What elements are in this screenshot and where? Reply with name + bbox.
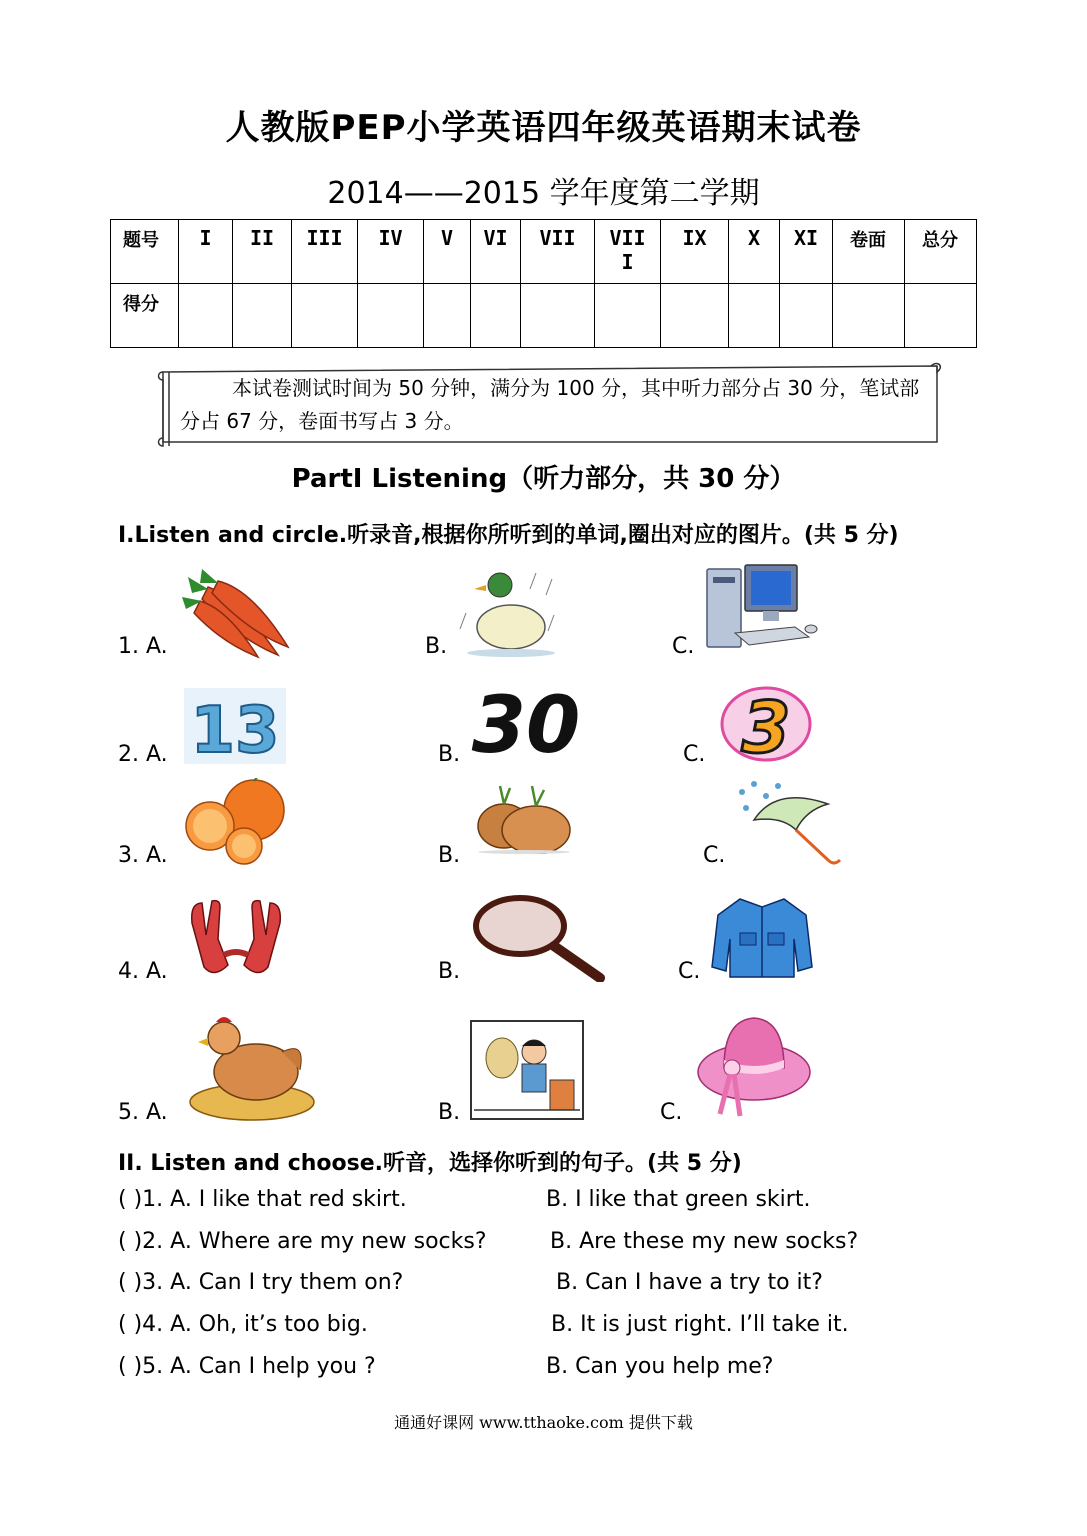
option-b: B. I like that green skirt. (546, 1187, 811, 1212)
umbrella-rain-icon (736, 780, 846, 866)
carrots-icon (178, 567, 290, 659)
number-3-text: 3 (741, 687, 791, 764)
answer-paren[interactable]: ( ) (118, 1229, 143, 1254)
score-cell[interactable] (661, 284, 729, 348)
number-30-icon (470, 684, 582, 760)
page-subtitle: 2014——2015 学年度第二学期 (327, 176, 760, 211)
score-col: III (292, 220, 358, 284)
footer-text: 通通好课网 www.tthaoke.com 提供下载 (394, 1413, 693, 1432)
option-label: 1. A. (118, 634, 168, 659)
score-value-row (111, 284, 977, 348)
hand-mirror-icon (470, 894, 606, 982)
score-cell[interactable] (905, 284, 977, 348)
option-label: B. (438, 742, 461, 767)
score-cell[interactable] (471, 284, 521, 348)
hen-in-nest-icon (186, 1010, 320, 1122)
option-label: 4. A. (118, 959, 168, 984)
option-a: 4. A. Oh, it’s too big. (142, 1312, 368, 1337)
computer-icon (705, 563, 819, 655)
score-col: II (233, 220, 292, 284)
score-col: XI (780, 220, 833, 284)
option-label: 5. A. (118, 1100, 168, 1125)
option-b: B. Are these my new socks? (550, 1229, 859, 1254)
score-cell[interactable] (521, 284, 595, 348)
score-cell[interactable] (358, 284, 424, 348)
question-1 (118, 1187, 407, 1212)
score-col: X (729, 220, 780, 284)
option-label: B. (438, 1100, 461, 1125)
answer-paren[interactable]: ( ) (118, 1354, 143, 1379)
section2-heading: II. Listen and choose.听音，选择你听到的句子。(共 5 分) (118, 1151, 742, 1176)
number-13-text: 13 (190, 694, 280, 764)
option-label: C. (672, 634, 695, 659)
option-label: B. (438, 959, 461, 984)
answer-paren[interactable]: ( ) (118, 1312, 143, 1337)
option-label: 2. A. (118, 742, 168, 767)
score-cell[interactable] (595, 284, 661, 348)
score-col: VIII (595, 220, 661, 284)
option-b: B. Can I have a try to it? (556, 1270, 823, 1295)
page-title: 人教版PEP小学英语四年级英语期末试卷 (225, 108, 862, 148)
option-label: C. (703, 843, 726, 868)
option-label: 3. A. (118, 843, 168, 868)
score-table (110, 219, 977, 348)
onions-icon (474, 784, 574, 854)
score-col: I (179, 220, 233, 284)
question-3 (118, 1270, 403, 1295)
score-cell[interactable] (233, 284, 292, 348)
option-a: 1. A. I like that red skirt. (142, 1187, 407, 1212)
score-value-label: 得分 (111, 284, 179, 348)
duck-in-rain-icon (456, 569, 562, 657)
score-cell[interactable] (424, 284, 471, 348)
gloves-icon (184, 895, 288, 979)
score-col: 总分 (905, 220, 977, 284)
option-b: B. Can you help me? (546, 1354, 774, 1379)
option-label: C. (683, 742, 706, 767)
notice-text: 本试卷测试时间为 50 分钟，满分为 100 分，其中听力部分占 30 分，笔试部分占 67 分，卷面书写占 3 分。 (180, 376, 920, 433)
score-cell[interactable] (179, 284, 233, 348)
number-3-icon (716, 684, 814, 764)
score-cell[interactable] (780, 284, 833, 348)
score-col: VI (471, 220, 521, 284)
oranges-icon (182, 778, 288, 866)
section1-heading: I.Listen and circle.听录音,根据你所听到的单词,圈出对应的图片。(共 5 分) (118, 523, 899, 548)
question-4 (118, 1312, 368, 1337)
option-label: B. (438, 843, 461, 868)
score-col: IV (358, 220, 424, 284)
score-col: V (424, 220, 471, 284)
answer-paren[interactable]: ( ) (118, 1187, 143, 1212)
option-a: 3. A. Can I try them on? (142, 1270, 404, 1295)
option-a: 2. A. Where are my new socks? (142, 1229, 487, 1254)
answer-paren[interactable]: ( ) (118, 1270, 143, 1295)
option-label: B. (425, 634, 448, 659)
score-header-row (111, 220, 977, 284)
option-a: 5. A. Can I help you ? (142, 1354, 376, 1379)
score-cell[interactable] (292, 284, 358, 348)
part-title: PartⅠ Listening（听力部分，共 30 分） (291, 464, 796, 494)
score-cell[interactable] (833, 284, 905, 348)
number-30-text: 30 (471, 684, 581, 760)
option-label: C. (678, 959, 701, 984)
score-cell[interactable] (729, 284, 780, 348)
pink-hat-icon (696, 1010, 812, 1120)
score-col: VII (521, 220, 595, 284)
score-header-label: 题号 (111, 220, 179, 284)
boy-with-fan-icon (470, 1020, 584, 1120)
score-col: IX (661, 220, 729, 284)
question-5 (118, 1354, 376, 1379)
number-13-icon (184, 688, 286, 764)
score-col: 卷面 (833, 220, 905, 284)
option-label: C. (660, 1100, 683, 1125)
jacket-icon (710, 893, 814, 979)
option-b: B. It is just right. I’ll take it. (551, 1312, 849, 1337)
question-2 (118, 1229, 487, 1254)
